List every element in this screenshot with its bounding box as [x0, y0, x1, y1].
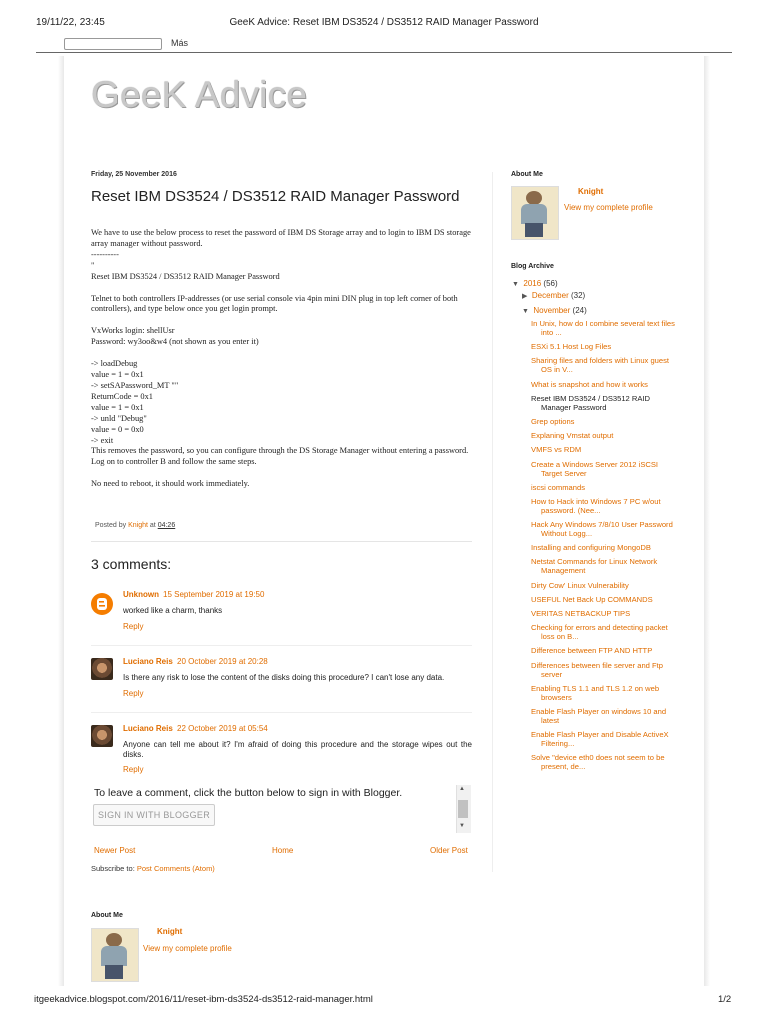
post-line: Password: wy3oo&w4 (not shown as you enter it) [91, 337, 259, 347]
archive-post-list [531, 319, 681, 777]
post-paragraph: This removes the password, so you can configure through the DS Storage Manager without entering a password. Log on to controller B and follow the same steps. [91, 446, 469, 467]
bottom-about-me-heading: About Me [91, 912, 123, 919]
archive-month-december[interactable] [522, 291, 585, 300]
comment-text: worked like a charm, thanks [123, 606, 223, 615]
post-line: value = 0 = 0x0 [91, 424, 144, 434]
archive-post-link[interactable]: Netstat Commands for Linux Network Management [531, 557, 658, 576]
post-line: -> unld "Debug" [91, 413, 147, 423]
avatar [91, 725, 113, 747]
archive-post-link[interactable]: Enable Flash Player on windows 10 and latest [531, 706, 667, 725]
profile-name-link[interactable]: Knight [578, 187, 604, 196]
page-shadow-left [58, 56, 64, 986]
triangle-right-icon[interactable]: ▶ [522, 293, 528, 300]
comment-author[interactable]: Luciano Reis [123, 724, 173, 733]
post-line: -> exit [91, 435, 114, 445]
subscribe-label: Subscribe to: [91, 864, 135, 873]
post-line: value = 1 = 0x1 [91, 370, 144, 380]
post-line: -> loadDebug [91, 359, 138, 369]
archive-post-link[interactable]: VERITAS NETBACKUP TIPS [531, 609, 631, 618]
archive-post-link[interactable]: In Unix, how do I combine several text files into ... [531, 319, 675, 337]
archive-post-link[interactable]: What is snapshot and how it works [531, 379, 648, 389]
profile-photo[interactable] [511, 186, 559, 240]
archive-post-link[interactable]: Installing and configuring MongoDB [531, 543, 651, 553]
archive-year-count: (56) [543, 279, 558, 288]
comment-author[interactable]: Luciano Reis [123, 657, 173, 666]
archive-post-current: Reset IBM DS3524 / DS3512 RAID Manager Password [531, 393, 651, 412]
archive-post-link[interactable]: Differences between file server and Ftp server [531, 660, 663, 679]
post-line: ReturnCode = 0x1 [91, 391, 153, 401]
archive-post-link[interactable]: iscsi commands [531, 482, 586, 492]
post-line: VxWorks login: shellUsr [91, 326, 175, 336]
post-body [91, 228, 471, 490]
archive-post-link[interactable]: Explaning Vmstat output [531, 431, 614, 441]
page-shadow-right [704, 56, 710, 986]
archive-post-link[interactable]: Hack Any Windows 7/8/10 User Password Without Logg... [531, 520, 673, 539]
archive-post-link[interactable]: Difference between FTP AND HTTP [531, 646, 653, 656]
archive-month-label[interactable]: November [533, 306, 571, 315]
post-comments-atom-link[interactable]: Post Comments (Atom) [136, 864, 215, 873]
comment-text: Anyone can tell me about it? I'm afraid of doing this procedure and the storage wipes out the disks. [123, 740, 472, 759]
scroll-up-arrow-icon[interactable]: ▲ [459, 786, 465, 792]
post-author-link[interactable]: Knight [128, 522, 148, 529]
archive-post-link[interactable]: Enable Flash Player and Disable ActiveX Filtering... [531, 730, 669, 749]
archive-month-november[interactable] [522, 306, 587, 315]
archive-post-link[interactable]: Solve "device eth0 does not seem to be present, de... [531, 753, 665, 772]
post-line: value = 1 = 0x1 [91, 402, 144, 412]
post-date: Friday, 25 November 2016 [91, 171, 177, 178]
print-page-title: GeeK Advice: Reset IBM DS3524 / DS3512 RAID Manager Password [229, 17, 539, 28]
print-page-number: 1/2 [718, 994, 732, 1005]
scroll-down-arrow-icon[interactable]: ▼ [459, 823, 465, 829]
archive-year-2016[interactable] [512, 279, 558, 288]
post-paragraph: We have to use the below process to reset the password of IBM DS Storage array and to login to IBM DS storage array manager without password. [91, 228, 471, 248]
navbar-divider [36, 52, 732, 53]
archive-post-link[interactable]: Dirty Cow' Linux Vulnerability [531, 580, 629, 590]
reply-link[interactable]: Reply [123, 622, 144, 631]
bottom-profile-photo[interactable] [91, 928, 139, 982]
subscribe-line [91, 864, 215, 873]
scrollbar-thumb[interactable] [458, 800, 468, 818]
archive-post-link[interactable]: How to Hack into Windows 7 PC w/out password. (Nee... [531, 496, 661, 515]
reply-link[interactable]: Reply [123, 689, 144, 698]
navbar-more-link[interactable]: Más [171, 38, 189, 48]
home-link[interactable]: Home [272, 846, 294, 855]
navbar-search-input[interactable] [64, 38, 162, 50]
archive-year-label[interactable]: 2016 [523, 279, 542, 288]
blog-archive-heading: Blog Archive [511, 263, 554, 270]
sidebar-divider [492, 172, 493, 872]
triangle-down-icon[interactable]: ▼ [522, 308, 529, 315]
bottom-view-profile-link[interactable]: View my complete profile [143, 944, 232, 953]
comment-divider [91, 645, 472, 646]
posted-by-label: Posted by [95, 522, 127, 529]
comment-divider [91, 712, 472, 713]
archive-month-count: (32) [570, 291, 586, 300]
comment-text: Is there any risk to lose the content of the disks doing this procedure? I can't lose any data. [123, 673, 445, 682]
post-line: Reset IBM DS3524 / DS3512 RAID Manager Password [91, 271, 280, 281]
comment-date[interactable]: 22 October 2019 at 05:54 [177, 724, 268, 733]
archive-post-link[interactable]: Sharing files and folders with Linux guest OS in V... [531, 356, 670, 375]
archive-post-link[interactable]: Checking for errors and detecting packet loss on B... [531, 623, 668, 642]
comments-heading: 3 comments: [91, 556, 172, 572]
about-me-heading: About Me [511, 171, 543, 178]
comment-author[interactable]: Unknown [123, 590, 159, 599]
newer-post-link[interactable]: Newer Post [94, 846, 136, 855]
post-title: Reset IBM DS3524 / DS3512 RAID Manager Password [91, 188, 460, 205]
blogger-avatar-icon [91, 593, 113, 615]
post-footer [95, 522, 175, 529]
reply-link[interactable]: Reply [123, 765, 144, 774]
archive-post-link[interactable]: ESXi 5.1 Host Log Files [531, 342, 612, 352]
post-line: ---------- [91, 249, 119, 259]
triangle-down-icon[interactable]: ▼ [512, 281, 519, 288]
comment-date[interactable]: 20 October 2019 at 20:28 [177, 657, 268, 666]
post-line: " [91, 260, 95, 270]
comment-date[interactable]: 15 September 2019 at 19:50 [163, 590, 265, 599]
post-line: -> setSAPassword_MT "" [91, 380, 179, 390]
archive-post-link[interactable]: Enabling TLS 1.1 and TLS 1.2 on web browsers [531, 683, 660, 702]
archive-month-label[interactable]: December [531, 291, 569, 300]
bottom-profile-name-link[interactable]: Knight [157, 927, 183, 936]
post-time-link[interactable]: 04:26 [157, 522, 176, 529]
post-divider [91, 541, 472, 542]
print-url: itgeekadvice.blogspot.com/2016/11/reset-ibm-ds3524-ds3512-raid-manager.html [34, 994, 373, 1005]
sign-in-with-blogger-button[interactable]: SIGN IN WITH BLOGGER [93, 804, 215, 826]
posted-at-label: at [149, 522, 156, 529]
blog-title[interactable]: GeeK Advice [91, 74, 308, 115]
archive-post-link[interactable]: USEFUL Net Back Up COMMANDS [531, 594, 653, 604]
view-profile-link[interactable]: View my complete profile [564, 203, 653, 212]
archive-post-link[interactable]: Grep options [531, 416, 575, 426]
post-line: No need to reboot, it should work immediately. [91, 479, 250, 489]
post-paragraph: Telnet to both controllers IP-addresses (or use serial console via 4pin mini DIN plug in top left corner of both controllers), and type below once you get login prompt. [91, 293, 458, 314]
archive-month-count: (24) [572, 306, 587, 315]
archive-post-link[interactable]: VMFS vs RDM [531, 445, 582, 455]
older-post-link[interactable]: Older Post [430, 846, 468, 855]
leave-comment-text: To leave a comment, click the button below to sign in with Blogger. [94, 787, 403, 799]
print-date: 19/11/22, 23:45 [36, 17, 105, 28]
archive-post-link[interactable]: Create a Windows Server 2012 iSCSI Target Server [531, 459, 659, 478]
avatar [91, 658, 113, 680]
